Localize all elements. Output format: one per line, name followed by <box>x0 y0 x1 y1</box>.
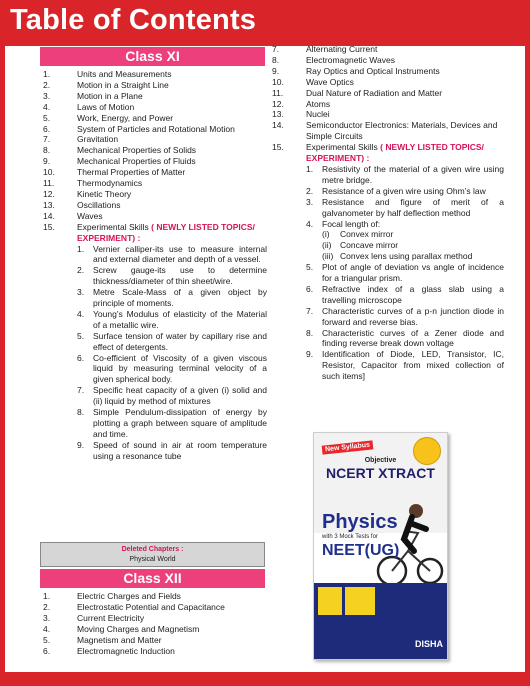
experiment-text: Speed of sound in air at room temperature using a resonance tube <box>93 439 267 461</box>
experiment-number: 2. <box>306 185 314 196</box>
book-objective: Objective <box>364 457 397 464</box>
experiment-text: Refractive index of a glass slab using a travelling microscope <box>322 283 504 305</box>
item-number: 3. <box>43 612 51 623</box>
list-item-experimental <box>43 222 267 462</box>
deleted-chapters-value: Physical World <box>129 556 176 563</box>
list-item <box>43 178 267 189</box>
item-text: Experimental Skills <box>77 221 152 232</box>
page-title: Table of Contents <box>10 4 257 36</box>
experiment-number: 9. <box>77 439 85 450</box>
item-number: 11. <box>272 87 284 98</box>
new-syllabus-badge: New Syllabus <box>322 440 374 454</box>
experiment-number: 7. <box>306 305 314 316</box>
item-number: 5. <box>43 112 51 123</box>
item-text: Motion in a Straight Line <box>77 79 169 90</box>
experiment-number: 8. <box>306 327 314 338</box>
item-number: 9. <box>43 156 51 167</box>
list-item <box>43 124 267 135</box>
experiment-number: 8. <box>77 407 85 418</box>
experiment-item <box>77 440 267 462</box>
list-item <box>43 113 267 124</box>
experiment-item <box>77 244 267 266</box>
item-number: 7. <box>43 134 51 145</box>
item-number: 12. <box>43 188 55 199</box>
experiment-item <box>306 328 504 350</box>
class-xii-list-continued <box>272 44 504 382</box>
list-item <box>43 91 267 102</box>
item-number: 15. <box>272 142 284 153</box>
item-text: Dual Nature of Radiation and Matter <box>306 87 443 98</box>
item-number: 3. <box>43 90 51 101</box>
item-text: Thermal Properties of Matter <box>77 167 186 178</box>
experiment-item <box>306 197 504 219</box>
item-number: 6. <box>43 123 51 134</box>
item-number: 12. <box>272 98 284 109</box>
item-text: Kinetic Theory <box>77 188 132 199</box>
item-number: 13. <box>272 109 284 120</box>
experiment-text: Plot of angle of deviation vs angle of incidence for a triangular prism. <box>322 262 504 284</box>
experiment-number: 4. <box>77 308 85 319</box>
list-item <box>272 109 504 120</box>
item-number: 9. <box>272 65 280 76</box>
list-item <box>272 88 504 99</box>
item-number: 4. <box>43 623 51 634</box>
list-item <box>43 624 267 635</box>
list-item <box>272 99 504 110</box>
deleted-chapters-heading: Deleted Chapters : <box>121 546 184 553</box>
list-item <box>43 145 267 156</box>
list-item <box>43 211 267 222</box>
item-text: Waves <box>77 210 103 221</box>
class-xii-heading: Class XII <box>40 569 265 588</box>
book-ncert-xtract: NCERT XTRACT <box>326 465 435 481</box>
experiment-number: 6. <box>306 283 314 294</box>
list-item <box>43 134 267 145</box>
item-number: 1. <box>43 591 51 601</box>
list-item <box>43 80 267 91</box>
list-item <box>272 77 504 88</box>
deleted-chapters-box <box>40 542 265 567</box>
focal-length-text: Concave mirror <box>340 240 399 251</box>
list-item <box>43 646 267 657</box>
item-text: Mechanical Properties of Solids <box>77 145 197 156</box>
experiment-number: 4. <box>306 218 314 229</box>
item-number: 2. <box>43 79 51 90</box>
experiment-item <box>306 349 504 382</box>
list-item <box>43 189 267 200</box>
list-item <box>43 102 267 113</box>
experiment-item <box>77 265 267 287</box>
list-item <box>43 613 267 624</box>
experiment-item <box>77 353 267 386</box>
item-number: 13. <box>43 199 55 210</box>
experiment-number: 5. <box>77 330 85 341</box>
publisher-logo: DISHA <box>414 639 443 649</box>
newly-listed-label: ( NEWLY LISTED TOPICS/ EXPERIMENT) : <box>77 221 255 243</box>
focal-length-item <box>322 229 504 240</box>
experiment-text: Characteristic curves of a Zener diode and finding reverse break down voltage <box>322 327 504 349</box>
item-number: 8. <box>43 145 51 156</box>
experiment-text: Identification of Diode, LED, Transistor, IC, Resistor, Capacitor from mixed collection of such items] <box>322 349 504 382</box>
item-text: Current Electricity <box>77 612 145 623</box>
experiment-number: 7. <box>77 385 85 396</box>
item-number: 14. <box>43 210 55 221</box>
experiment-text: Resistance and figure of merit of a galvanometer by half deflection method <box>322 196 504 218</box>
experiment-list <box>306 164 504 382</box>
book-subject: Physics <box>322 511 398 533</box>
item-text: Laws of Motion <box>77 101 135 112</box>
experiment-number: 3. <box>77 287 85 298</box>
list-item <box>272 55 504 66</box>
book-badge-ncert <box>345 587 375 615</box>
list-item <box>43 200 267 211</box>
item-text: Alternating Current <box>306 44 378 54</box>
experiment-text: Vernier calliper-its use to measure internal and external diameter and depth of a vessel. <box>93 243 267 265</box>
item-text: Ray Optics and Optical Instruments <box>306 65 440 76</box>
experiment-item <box>77 331 267 353</box>
experiment-text: Screw gauge-its use to determine thickness/diameter of thin sheet/wire. <box>93 265 267 287</box>
list-item <box>272 120 504 142</box>
item-number: 11. <box>43 178 55 189</box>
item-number: 4. <box>43 101 51 112</box>
item-text: Motion in a Plane <box>77 90 143 101</box>
list-item <box>272 44 504 55</box>
item-number: 5. <box>43 634 51 645</box>
book-mock-tests: with 3 Mock Tests for <box>322 534 378 540</box>
list-item <box>272 66 504 77</box>
item-number: 6. <box>43 645 51 656</box>
item-number: 8. <box>272 54 280 65</box>
book-exam: NEET(UG) <box>322 542 400 559</box>
item-number: 2. <box>43 601 51 612</box>
item-text: System of Particles and Rotational Motion <box>77 123 235 134</box>
item-text: Units and Measurements <box>77 69 172 79</box>
item-text: Oscillations <box>77 199 121 210</box>
list-item <box>43 156 267 167</box>
focal-length-number: (i) <box>322 229 330 240</box>
focal-length-item <box>322 240 504 251</box>
newly-listed-label: ( NEWLY LISTED TOPICS/ EXPERIMENT) : <box>306 142 484 164</box>
experiment-text: Characteristic curves of a p-n junction diode in forward and reverse bias. <box>322 305 504 327</box>
book-cover <box>313 432 448 660</box>
experiment-item <box>306 164 504 186</box>
experiment-item <box>306 284 504 306</box>
item-text: Atoms <box>306 98 331 109</box>
item-text: Electromagnetic Waves <box>306 54 395 65</box>
item-number: 14. <box>272 120 284 131</box>
list-item <box>43 635 267 646</box>
experiment-text: Co-efficient of Viscosity of a given viscous liquid by measuring terminal velocity of a given spherical body. <box>93 352 267 385</box>
focal-length-text: Convex mirror <box>340 229 394 240</box>
item-text: Electromagnetic Induction <box>77 645 175 656</box>
experiment-number: 2. <box>77 265 85 276</box>
list-item <box>43 591 267 602</box>
class-xi-heading: Class XI <box>40 47 265 66</box>
item-text: Work, Energy, and Power <box>77 112 174 123</box>
focal-length-number: (iii) <box>322 251 334 262</box>
list-item <box>43 602 267 613</box>
item-text: Wave Optics <box>306 76 354 87</box>
item-number: 10. <box>43 167 55 178</box>
experiment-item <box>306 219 504 263</box>
list-item <box>43 167 267 178</box>
item-text: Electrostatic Potential and Capacitance <box>77 601 225 612</box>
experiment-item <box>77 385 267 407</box>
experiment-number: 1. <box>306 163 314 174</box>
experiment-item <box>77 309 267 331</box>
item-number: 1. <box>43 69 51 79</box>
class-xii-list <box>43 591 267 656</box>
item-text: Experimental Skills <box>306 142 381 153</box>
focal-length-list <box>322 229 504 262</box>
item-number: 10. <box>272 76 284 87</box>
experiment-number: 5. <box>306 262 314 273</box>
focal-length-number: (ii) <box>322 240 332 251</box>
list-item <box>43 69 267 80</box>
book-badge-yellow <box>318 587 342 615</box>
item-text: Magnetism and Matter <box>77 634 162 645</box>
experiment-item <box>77 407 267 440</box>
book-bottom-band <box>314 583 447 659</box>
item-number: 15. <box>43 221 55 232</box>
title-bar <box>0 0 530 46</box>
item-text: Semiconductor Electronics: Materials, Devices and Simple Circuits <box>306 120 498 142</box>
focal-length-text: Convex lens using parallax method <box>340 251 473 262</box>
experiment-text: Young’s Modulus of elasticity of the Material of a metallic wire. <box>93 308 267 330</box>
experiment-number: 1. <box>77 243 85 254</box>
experiment-list <box>77 244 267 462</box>
focal-length-item <box>322 251 504 262</box>
item-text: Moving Charges and Magnetism <box>77 623 200 634</box>
list-item-experimental <box>272 142 504 382</box>
item-text: Electric Charges and Fields <box>77 591 181 601</box>
experiment-text: Metre Scale-Mass of a given object by principle of moments. <box>93 287 267 309</box>
item-text: Thermodynamics <box>77 178 143 189</box>
class-xi-list <box>43 69 267 462</box>
experiment-number: 6. <box>77 352 85 363</box>
experiment-text: Focal length of: <box>322 218 381 229</box>
experiment-item <box>306 306 504 328</box>
experiment-text: Specific heat capacity of a given (i) solid and (ii) liquid by method of mixtures <box>93 385 267 407</box>
experiment-text: Resistance of a given wire using Ohm’s law <box>322 185 486 196</box>
experiment-item <box>77 287 267 309</box>
item-text: Mechanical Properties of Fluids <box>77 156 196 167</box>
experiment-text: Resistivity of the material of a given wire using metre bridge. <box>322 163 504 185</box>
experiment-item <box>306 262 504 284</box>
experiment-item <box>306 186 504 197</box>
experiment-text: Simple Pendulum-dissipation of energy by plotting a graph between square of amplitude and time. <box>93 407 267 439</box>
item-text: Nuclei <box>306 109 330 120</box>
experiment-number: 3. <box>306 196 314 207</box>
item-number: 7. <box>272 44 280 54</box>
item-text: Gravitation <box>77 134 119 145</box>
experiment-text: Surface tension of water by capillary rise and effect of detergents. <box>93 330 267 352</box>
experiment-number: 9. <box>306 349 314 360</box>
